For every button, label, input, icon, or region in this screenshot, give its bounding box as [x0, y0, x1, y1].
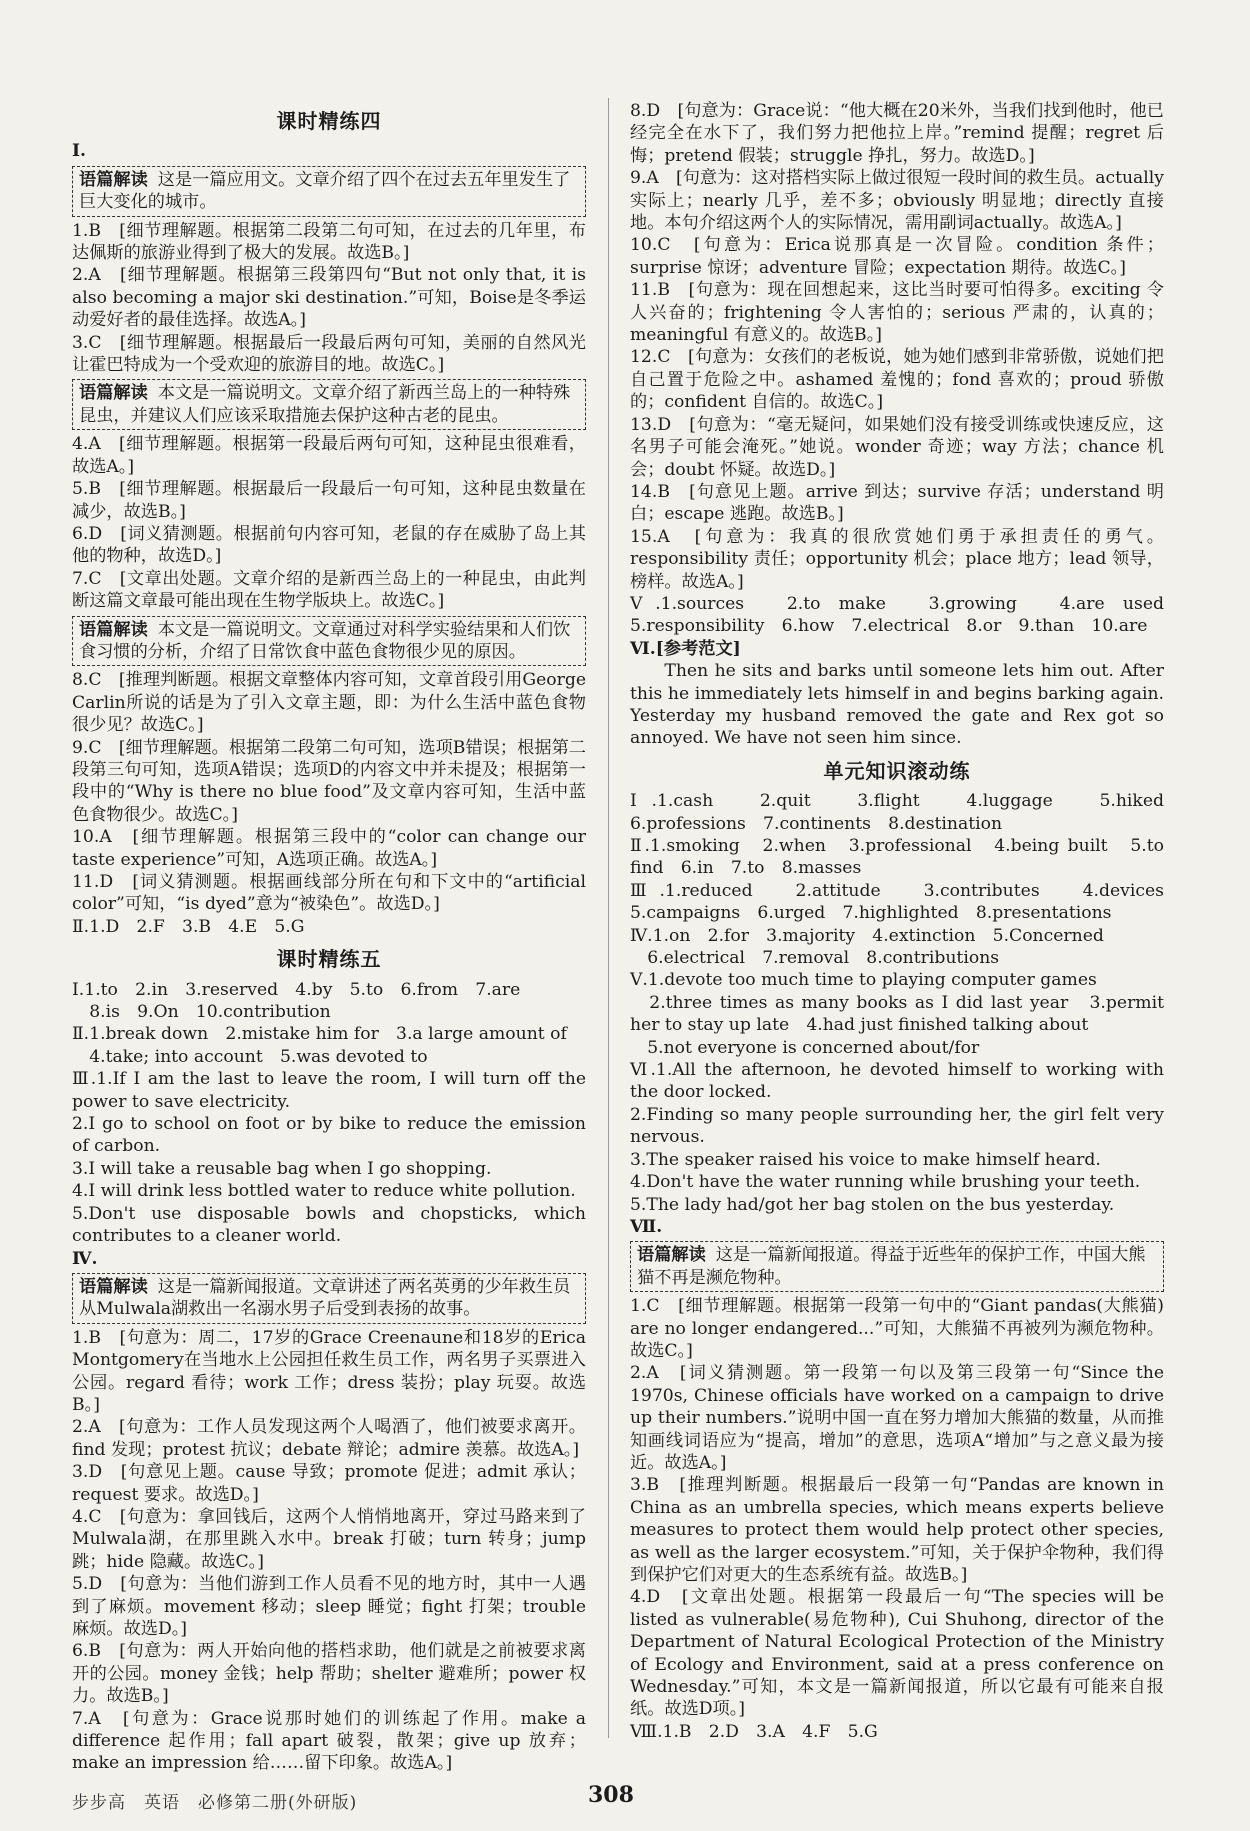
answer-item: 11.B [句意为：现在回想起来，这比当时要可怕得多。exciting 令人兴奋的；frightening 令人害怕的；serious 严肃的，认真的；meaningful 有意义的。故选B。]: [630, 280, 1164, 346]
answer-item: 9.A [句意为：这对搭档实际上做过很短一段时间的救生员。actually 实际上；nearly 几乎，差不多；obviously 明显地；directly 直接地。本句介绍这两个人的实际情况，需用副词actually。故选A。]: [630, 168, 1170, 234]
note-label: 语篇解读: [79, 1276, 148, 1297]
answer-item: 4.C [句意为：拿回钱后，这两个人悄悄地离开，穿过马路来到了Mulwala湖，在那里跳入水中。break 打破；turn 转身；jump 跳；hide 隐藏。故选C。]: [72, 1506, 592, 1572]
note-label: 语篇解读: [79, 383, 148, 404]
answer-line: 3.I will take a reusable bag when I go shopping.: [72, 1158, 492, 1179]
answer-item: 7.A [句意为：Grace说那时她们的训练起了作用。make a difference 起作用；fall apart 破裂，散架；give up 放弃；make an impression 给……留下印象。故选A。]: [72, 1708, 592, 1774]
note-text: 这是一篇新闻报道。得益于近些年的保护工作，中国大熊猫不再是濒危物种。: [637, 1245, 1146, 1288]
section-title-lesson4: 课时精练四: [276, 109, 382, 133]
answer-item: 2.A [句意为：工作人员发现这两个人喝酒了，他们被要求离开。find 发现；protest 抗议；debate 辩论；admire 羡慕。故选A。]: [72, 1417, 586, 1460]
answer-line: 4.I will drink less bottled water to reduce white pollution.: [72, 1181, 576, 1202]
answer-line: 5.not everyone is concerned about/for: [630, 1037, 980, 1058]
note-text: 这是一篇新闻报道。文章讲述了两名英勇的少年救生员从Mulwala湖救出一名溺水男子后受到表扬的故事。: [79, 1276, 571, 1320]
note-text: 本文是一篇说明文。文章通过对科学实验结果和人们饮食习惯的分析，介绍了日常饮食中蓝色食物很少见的原因。: [79, 619, 571, 662]
answer-item: 2.A [细节理解题。根据第三段第四句“But not only that, it is also becoming a major ski destination.”可知，Boise是冬季运动爱好者的最佳选择。故选A。]: [72, 265, 592, 331]
note-label: 语篇解读: [79, 169, 148, 190]
answer-line: Ⅱ.1.break down 2.mistake him for 3.a large amount of 4.take; into account 5.was devoted to: [72, 1024, 567, 1067]
answer-item: 3.B [推理判断题。根据最后一段第一句“Pandas are known in China as an umbrella species, which means experts believe measures to protect them would help protect other species, as well as the larger ecosystem.”可知，关于保护伞物种，我们得到保护它们对更大的生态系统有益。故选B。]: [630, 1475, 1170, 1585]
answer-item: 4.D [文章出处题。根据第一段最后一句“The species will be listed as vulnerable(易危物种), Cui Shuhong, director of the Department of Natural Ecological Protection of the Ministry of Ecology and Environment, said at a press conference on Wednesday.”可知，本文是一篇新闻报道，所以它最有可能来自报纸。故选D项。]: [630, 1587, 1170, 1720]
answer-item: 1.B [句意为：周二，17岁的Grace Creenaune和18岁的Erica Montgomery在当地水上公园担任救生员工作，两名男子买票进入公园。regard 看待；work 工作；dress 装扮；play 玩耍。故选B。]: [72, 1327, 592, 1415]
answer-item: 2.A [词义猜测题。第一段第一句以及第三段第一句“Since the 1970s, Chinese officials have worked on a campaign to drive up their numbers.”说明中国一直在努力增加大熊猫的数量，从而推知画线词语应为“提高，增加”的意思，选项A“增加”与之意义最为接近。故选A。]: [630, 1363, 1170, 1473]
answer-line: Ⅱ.1.D 2.F 3.B 4.E 5.G: [72, 916, 305, 937]
part-header: Ⅰ.: [72, 141, 87, 162]
page-number: 308: [588, 1782, 634, 1808]
answer-item: 5.D [句意为：当他们游到工作人员看不见的地方时，其中一人遇到了麻烦。movement 移动；sleep 睡觉；fight 打架；trouble 麻烦。故选D。]: [72, 1574, 592, 1639]
answer-line: Ⅲ.1.reduced 2.attitude 3.contributes 4.devices 5.campaigns 6.urged 7.highlighted 8.presentations: [630, 880, 1182, 924]
answer-item: 8.D [句意为：Grace说：“他大概在20米外，当我们找到他时，他已经完全在水下了，我们努力把他拉上岸。”remind 提醒；regret 后悔；pretend 假装；struggle 挣扎，努力。故选D。]: [630, 101, 1164, 166]
answer-line: Ⅵ.1.All the afternoon, he devoted himself to working with the door locked.: [630, 1060, 1170, 1103]
answer-line: Ⅰ.1.cash 2.quit 3.flight 4.luggage 5.hiked 6.professions 7.continents 8.destination: [630, 791, 1182, 834]
passage-note: [72, 166, 586, 217]
passage-note: [630, 1241, 1164, 1292]
answer-line: 4.Don't have the water running while brushing your teeth.: [630, 1172, 1141, 1193]
answer-line: 2.I go to school on foot or by bike to reduce the emission of carbon.: [72, 1114, 592, 1157]
answer-item: 3.C [细节理解题。根据最后一段最后两句可知，美丽的自然风光让霍巴特成为一个受欢迎的旅游目的地。故选C。]: [72, 332, 586, 376]
answer-item: 6.D [词义猜测题。根据前句内容可知，老鼠的存在威胁了岛上其他的物种，故选D。]: [72, 523, 586, 567]
note-text: 本文是一篇说明文。文章介绍了新西兰岛上的一种特殊昆虫，并建议人们应该采取措施去保护这种古老的昆虫。: [79, 383, 571, 426]
section-title-lesson5: 课时精练五: [276, 947, 382, 972]
answer-item: 15.A [句意为：我真的很欣赏她们勇于承担责任的勇气。responsibility 责任；opportunity 机会；place 地方；lead 领导，榜样。故选A。]: [630, 526, 1164, 592]
book-title-footer: 步步高 英语 必修第二册(外研版): [72, 1793, 358, 1813]
answer-item: 4.A [细节理解题。根据第一段最后两句可知，这种昆虫很难看，故选A。]: [72, 434, 586, 477]
answer-item: 5.B [细节理解题。根据最后一段最后一句可知，这种昆虫数量在减少，故选B。]: [72, 479, 586, 522]
right-column: [630, 100, 1182, 1743]
passage-note: [72, 616, 586, 667]
column-divider: [608, 98, 609, 1738]
answer-line: Ⅴ.1.devote too much time to playing computer games: [630, 970, 1097, 991]
left-column: [72, 100, 592, 1775]
answer-item: 6.B [句意为：两人开始向他的搭档求助，他们就是之前被要求离开的公园。money 金钱；help 帮助；shelter 避难所；power 权力。故选B。]: [72, 1641, 586, 1707]
part-header: Ⅶ.: [630, 1216, 663, 1237]
answer-item: 1.B [细节理解题。根据第二段第二句可知，在过去的几年里，布达佩斯的旅游业得到了极大的发展。故选B。]: [72, 220, 586, 264]
answer-item: 10.C [句意为：Erica说那真是一次冒险。condition 条件；surprise 惊讶；adventure 冒险；expectation 期待。故选C。]: [630, 235, 1164, 278]
note-text: 这是一篇应用文。文章介绍了四个在过去五年里发生了巨大变化的城市。: [79, 169, 571, 213]
passage-note: [72, 379, 586, 430]
answer-item: 11.D [词义猜测题。根据画线部分所在句和下文中的“artificial color”可知，“is dyed”意为“被染色”。故选D。]: [72, 872, 592, 915]
answer-item: 14.B [句意见上题。arrive 到达；survive 存活；understand 明白；escape 逃跑。故选B。]: [630, 481, 1164, 525]
answer-item: 8.C [推理判断题。根据文章整体内容可知，文章首段引用George Carlin所说的话是为了引入文章主题，即：为什么生活中蓝色食物很少见？故选C。]: [72, 670, 592, 736]
answer-line: 3.The speaker raised his voice to make himself heard.: [630, 1149, 1101, 1170]
sample-essay-header: Ⅵ.[参考范文]: [630, 638, 741, 659]
answer-line: 2.three times as many books as I did last year 3.permit her to stay up late 4.had just finished talking about: [630, 992, 1170, 1036]
note-label: 语篇解读: [79, 619, 148, 640]
answer-line: Ⅲ.1.If I am the last to leave the room, I will turn off the power to save electricity.: [72, 1069, 592, 1112]
answer-item: 10.A [细节理解题。根据第三段中的“color can change our taste experience”可知，A选项正确。故选A。]: [72, 827, 592, 870]
answer-line: Ⅷ.1.B 2.D 3.A 4.F 5.G: [630, 1721, 878, 1742]
answer-line: Ⅴ.1.sources 2.to make 3.growing 4.are used 5.responsibility 6.how 7.electrical 8.or 9.than 10.are: [630, 593, 1182, 637]
passage-note: [72, 1273, 586, 1324]
answer-item: 9.C [细节理解题。根据第二段第二句可知，选项B错误；根据第二段第三句可知，选项A错误；选项D的内容文中并未提及；根据第一段中的“Why is there no blue food”及文章内容可知，生活中蓝色食物很少。故选C。]: [72, 737, 586, 825]
answer-line: Ⅱ.1.smoking 2.when 3.professional 4.being built 5.to find 6.in 7.to 8.masses: [630, 836, 1170, 879]
answer-line: 5.The lady had/got her bag stolen on the bus yesterday.: [630, 1194, 1115, 1215]
answer-line: 2.Finding so many people surrounding her, the girl felt very nervous.: [630, 1104, 1170, 1148]
answer-item: 12.C [句意为：女孩们的老板说，她为她们感到非常骄傲，说她们把自己置于危险之中。ashamed 羞愧的；fond 喜欢的；proud 骄傲的；confident 自信的。故选C。]: [630, 347, 1164, 413]
sample-essay: Then he sits and barks until someone lets him out. After this he immediately lets himself in and begins barking again. Yesterday my husband removed the gate and Rex got so annoyed. We have not seen him since.: [630, 661, 1170, 749]
answer-item: 1.C [细节理解题。根据第一段第一句中的“Giant pandas(大熊猫) are no longer endangered...”可知，大熊猫不再被列为濒危物种。故选C。]: [630, 1296, 1170, 1361]
answer-item: 3.D [句意见上题。cause 导致；promote 促进；admit 承认；request 要求。故选D。]: [72, 1462, 586, 1505]
answer-line: Ⅳ.1.on 2.for 3.majority 4.extinction 5.Concerned 6.electrical 7.removal 8.contributions: [630, 925, 1104, 969]
answer-line: 5.Don't use disposable bowls and chopsticks, which contributes to a cleaner world.: [72, 1203, 592, 1247]
note-label: 语篇解读: [637, 1245, 706, 1266]
part-header: Ⅳ.: [72, 1248, 98, 1269]
answer-line: Ⅰ.1.to 2.in 3.reserved 4.by 5.to 6.from 7.are 8.is 9.On 10.contribution: [72, 979, 521, 1023]
answer-item: 7.C [文章出处题。文章介绍的是新西兰岛上的一种昆虫，由此判断这篇文章最可能出现在生物学版块上。故选C。]: [72, 568, 586, 612]
section-title-unit-review: 单元知识滚动练: [823, 758, 971, 783]
answer-item: 13.D [句意为：“毫无疑问，如果她们没有接受训练或快速反应，这名男子可能会淹死。”她说。wonder 奇迹；way 方法；chance 机会；doubt 怀疑。故选D。]: [630, 414, 1164, 480]
